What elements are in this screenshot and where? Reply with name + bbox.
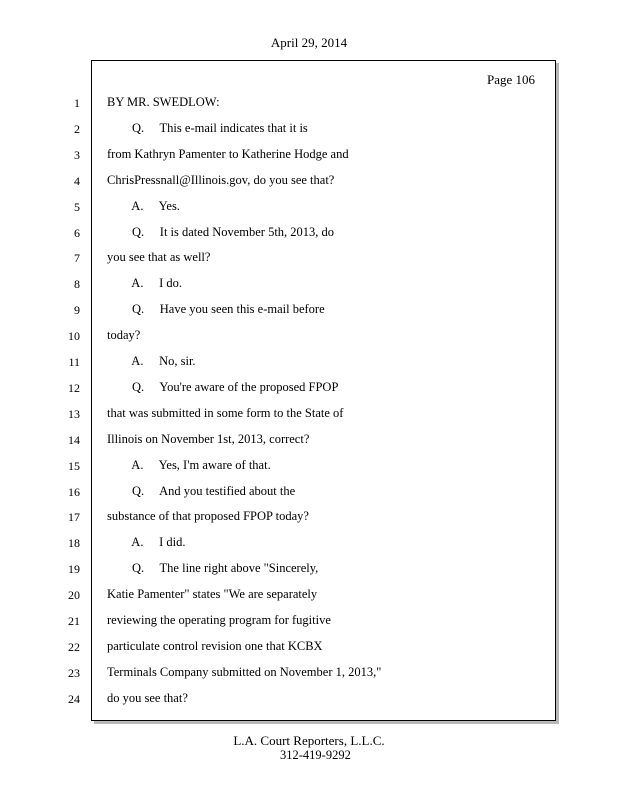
transcript-line: particulate control revision one that KCBX	[107, 639, 323, 653]
transcript-line: Katie Pamenter" states "We are separately	[107, 587, 318, 601]
transcript-line: Q. And you testified about the	[107, 484, 296, 498]
line-number: 14	[68, 433, 80, 447]
line-number: 2	[74, 122, 80, 136]
line-number: 24	[68, 692, 80, 706]
line-number: 21	[68, 614, 80, 628]
transcript-line: Terminals Company submitted on November 1, 2013,"	[107, 665, 382, 679]
footer-phone: 312-419-9292	[280, 748, 351, 762]
transcript-line: A. No, sir.	[107, 354, 196, 368]
transcript-line: A. Yes, I'm aware of that.	[107, 458, 271, 472]
transcript-line: Q. Have you seen this e-mail before	[107, 302, 325, 316]
transcript-line: Q. It is dated November 5th, 2013, do	[107, 225, 335, 239]
line-number: 3	[74, 148, 80, 162]
transcript-line: Q. The line right above "Sincerely,	[107, 561, 319, 575]
header-date: April 29, 2014	[270, 35, 348, 50]
line-number: 13	[68, 407, 80, 421]
transcript-line: from Kathryn Pamenter to Katherine Hodge and	[107, 147, 349, 161]
transcript-line: that was submitted in some form to the State of	[107, 406, 344, 420]
line-number: 11	[68, 355, 80, 369]
line-number: 7	[74, 251, 80, 265]
transcript-line: substance of that proposed FPOP today?	[107, 509, 309, 523]
transcript-line: A. Yes.	[107, 199, 180, 213]
line-number: 6	[74, 226, 80, 240]
line-number: 5	[74, 200, 80, 214]
line-number: 16	[68, 485, 80, 499]
footer-firm-name: L.A. Court Reporters, L.L.C.	[233, 733, 385, 748]
line-number: 20	[68, 588, 80, 602]
line-number: 18	[68, 536, 80, 550]
line-number: 19	[68, 562, 80, 576]
transcript-line: BY MR. SWEDLOW:	[107, 95, 220, 109]
transcript-line: do you see that?	[107, 691, 188, 705]
transcript-line: ChrisPressnall@Illinois.gov, do you see that?	[107, 173, 335, 187]
line-number: 1	[74, 96, 80, 110]
line-number: 15	[68, 459, 80, 473]
transcript-line: Q. This e-mail indicates that it is	[107, 121, 308, 135]
line-number: 9	[74, 303, 80, 317]
transcript-line: A. I did.	[107, 535, 186, 549]
line-number: 8	[74, 277, 80, 291]
line-number: 17	[68, 510, 80, 524]
transcript-line: today?	[107, 328, 141, 342]
transcript-line: reviewing the operating program for fugitive	[107, 613, 331, 627]
transcript-line: A. I do.	[107, 276, 182, 290]
line-number: 22	[68, 640, 80, 654]
transcript-line: Illinois on November 1st, 2013, correct?	[107, 432, 310, 446]
page-number: Page 106	[486, 72, 535, 87]
line-number: 12	[68, 381, 80, 395]
line-number: 23	[68, 666, 80, 680]
line-number: 10	[68, 329, 80, 343]
transcript-line: you see that as well?	[107, 250, 211, 264]
transcript-line: Q. You're aware of the proposed FPOP	[107, 380, 339, 394]
line-number: 4	[74, 174, 80, 188]
